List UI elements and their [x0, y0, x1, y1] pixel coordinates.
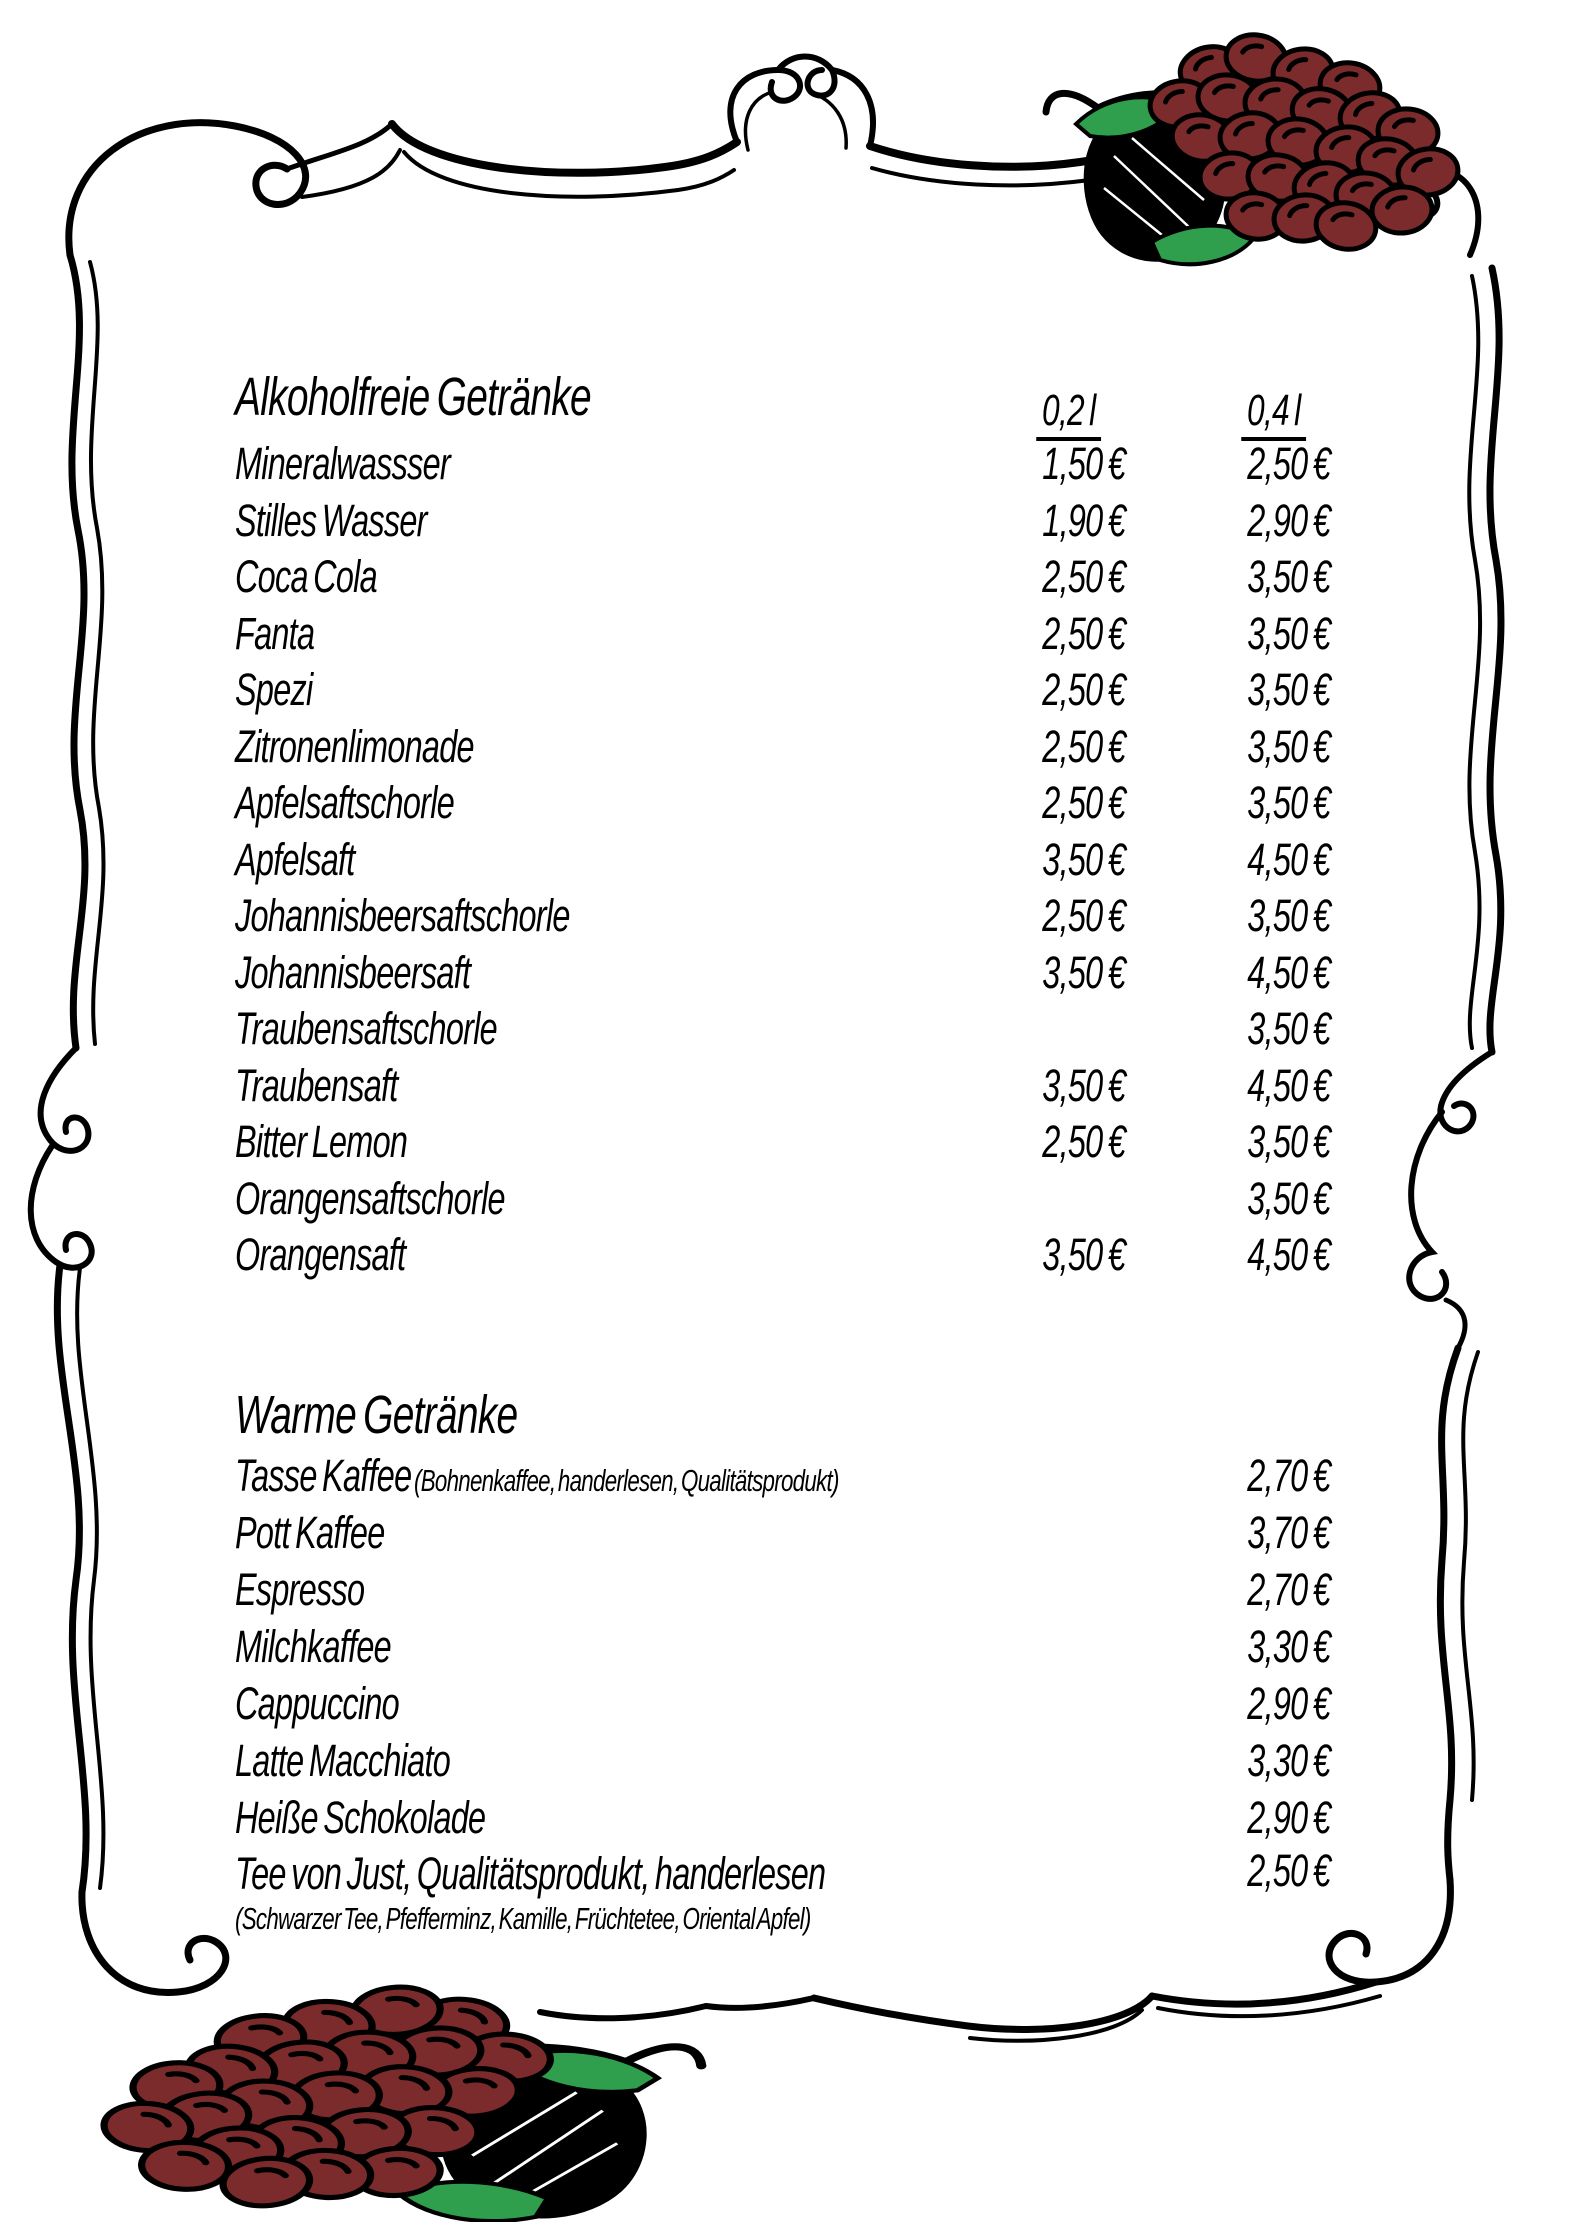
cold-items [235, 436, 1330, 1284]
menu-row [235, 436, 1330, 493]
menu-row [235, 1058, 1330, 1115]
item-price-04: 2,90 € [1247, 494, 1330, 546]
menu-row [235, 493, 1330, 550]
item-name: Fanta [235, 607, 315, 659]
item-price-04: 3,50 € [1247, 1172, 1330, 1224]
item-name: Bitter Lemon [235, 1116, 408, 1167]
size-header-02l: 0,2 l [940, 386, 1125, 436]
cold-section-title: Alkoholfreie Getränke [235, 367, 591, 428]
item-price: 3,70 € [1247, 1506, 1330, 1558]
item-price: 3,30 € [1247, 1734, 1330, 1786]
item-price-04: 3,50 € [1247, 551, 1330, 602]
item-price-02: 3,50 € [1042, 833, 1125, 885]
item-name: Espresso [235, 1563, 365, 1615]
item-name: Orangensaft [235, 1229, 406, 1280]
item-price: 3,30 € [1247, 1620, 1330, 1672]
menu-row [235, 945, 1330, 1002]
menu-row [235, 832, 1330, 889]
menu-row [235, 1674, 1330, 1731]
item-name: Orangensaftschorle [235, 1172, 505, 1224]
item-price: 2,90 € [1247, 1677, 1330, 1729]
item-price-02: 1,50 € [1042, 438, 1125, 489]
item-price-02: 2,50 € [1042, 777, 1125, 828]
menu-row [235, 606, 1330, 663]
item-price: 2,70 € [1247, 1449, 1330, 1501]
menu-row [235, 1446, 1330, 1503]
menu-row [235, 1560, 1330, 1617]
item-price-04: 4,50 € [1247, 946, 1330, 998]
item-name: Milchkaffee [235, 1620, 391, 1672]
item-price-04: 3,50 € [1247, 664, 1330, 715]
frame-right-border [1329, 268, 1501, 1982]
item-name: Johannisbeersaftschorle [235, 890, 570, 941]
item-price-02: 2,50 € [1042, 1116, 1125, 1167]
menu-row [235, 1617, 1330, 1674]
item-name: Apfelsaftschorle [235, 777, 455, 828]
menu-row [235, 549, 1330, 606]
item-price-02: 2,50 € [1042, 890, 1125, 941]
item-price-02: 2,50 € [1042, 607, 1125, 659]
item-name: Zitronenlimonade [235, 720, 474, 772]
menu-row [235, 1114, 1330, 1171]
menu-row [235, 1788, 1330, 1845]
item-price: 2,90 € [1247, 1791, 1330, 1843]
item-price-02: 2,50 € [1042, 664, 1125, 715]
item-price-02: 1,90 € [1042, 494, 1125, 546]
menu-row [235, 1001, 1330, 1058]
item-price-04: 3,50 € [1247, 777, 1330, 828]
item-note: (Schwarzer Tee, Pfefferminz, Kamille, Früchtetee, Oriental Apfel) [235, 1901, 811, 1936]
item-price-04: 3,50 € [1247, 607, 1330, 659]
menu-row [235, 1731, 1330, 1788]
item-name: Coca Cola [235, 551, 377, 602]
item-price-02 [940, 1171, 1125, 1228]
item-name: Tasse Kaffee (Bohnenkaffee, handerlesen, Qualitätsprodukt) [235, 1449, 839, 1501]
item-name: Traubensaft [235, 1059, 398, 1111]
warm-items [235, 1446, 1330, 1936]
item-price: 2,50 € [1247, 1845, 1330, 1896]
item-price-04: 4,50 € [1247, 1229, 1330, 1280]
cold-drinks-table [235, 384, 1330, 1284]
item-price-02: 2,50 € [1042, 720, 1125, 772]
item-name: Spezi [235, 664, 313, 715]
item-price-04: 4,50 € [1247, 1059, 1330, 1111]
item-name: Pott Kaffee [235, 1506, 385, 1558]
item-price-04: 3,50 € [1247, 890, 1330, 941]
menu-row [235, 1845, 1330, 1936]
item-price-02: 3,50 € [1042, 1229, 1125, 1280]
item-name: Heiße Schokolade [235, 1791, 486, 1843]
item-name: Stilles Wasser [235, 494, 427, 546]
menu-row [235, 888, 1330, 945]
item-price-02 [940, 1001, 1125, 1058]
menu-row [235, 662, 1330, 719]
item-price: 2,70 € [1247, 1563, 1330, 1615]
item-price-04: 4,50 € [1247, 833, 1330, 885]
warm-drinks-table [235, 1446, 1330, 1936]
item-name: Apfelsaft [235, 833, 355, 885]
warm-section-title: Warme Getränke [235, 1385, 518, 1446]
menu-row [235, 1227, 1330, 1284]
item-name: Mineralwassser [235, 438, 450, 489]
grapes-top-right-icon [1046, 31, 1461, 264]
item-price-04: 3,50 € [1247, 1116, 1330, 1167]
menu-row [235, 719, 1330, 776]
item-price-02: 3,50 € [1042, 946, 1125, 998]
menu-row [235, 775, 1330, 832]
menu-row [235, 1503, 1330, 1560]
item-name: Cappuccino [235, 1677, 399, 1729]
item-price-02: 2,50 € [1042, 551, 1125, 602]
frame-left-border [31, 255, 226, 1993]
item-name: Latte Macchiato [235, 1734, 451, 1786]
item-name: Traubensaftschorle [235, 1003, 497, 1054]
menu-row [235, 1171, 1330, 1228]
size-header-04l: 0,4 l [1125, 386, 1330, 436]
item-price-02: 3,50 € [1042, 1059, 1125, 1111]
item-price-04: 3,50 € [1247, 1003, 1330, 1054]
item-price-04: 2,50 € [1247, 438, 1330, 489]
item-name: Johannisbeersaft [235, 946, 471, 998]
size-header-row [235, 384, 1330, 436]
item-price-04: 3,50 € [1247, 720, 1330, 772]
frame-bottom-border [540, 1982, 1380, 2041]
item-name: Tee von Just, Qualitätsprodukt, handerlesen (Schwarzer Tee, Pfefferminz, Kamille, Früchtetee, Oriental Apfel) [235, 1849, 1125, 1906]
